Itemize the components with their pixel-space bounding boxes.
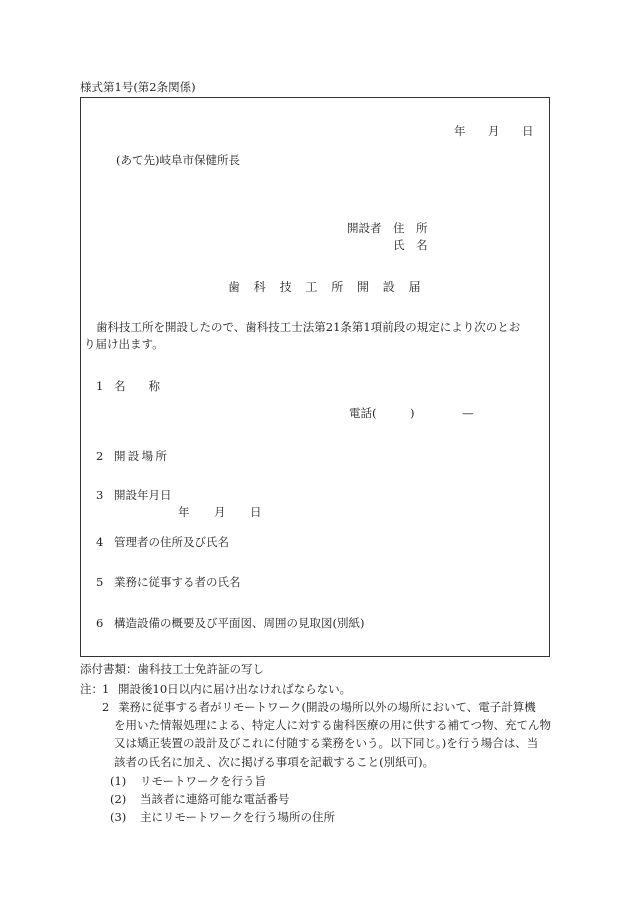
sub-item-1-text: リモートワークを行う旨 <box>140 774 267 788</box>
note-2-line-4: 該者の氏名に加え、次に掲げる事項を記載すること(別紙可)。 <box>114 755 435 769</box>
sub-item-3-number: (3) <box>110 810 127 824</box>
applicant-address-label: 住 所 <box>393 221 428 235</box>
note-1-number: 1 <box>102 682 110 696</box>
note-2-line-2: を用いた情報処理による、特定人に対する歯科医療の用に供する補てつ物、充てん物 <box>114 718 551 732</box>
note-2-line-1: 業務に従事する者がリモートワーク(開設の場所以外の場所において、電子計算機 <box>118 700 536 714</box>
open-date-day-label: 日 <box>250 505 262 519</box>
date-day-label: 日 <box>522 124 534 138</box>
note-2-number: 2 <box>102 700 110 714</box>
form-box <box>80 97 550 657</box>
phone-label: 電話( <box>349 406 377 420</box>
note-2-line-3: 又は矯正装置の設計及びこれに付随する業務をいう。以下同じ。)を行う場合は、当 <box>114 736 539 750</box>
item-4-label: 管理者の住所及び氏名 <box>114 535 229 549</box>
date-month-label: 月 <box>488 124 500 138</box>
item-1-label: 名 称 <box>114 379 160 393</box>
item-3-label: 開設年月日 <box>114 488 172 502</box>
phone-dash: — <box>462 406 474 420</box>
open-date-month-label: 月 <box>214 505 226 519</box>
open-date-year-label: 年 <box>178 505 190 519</box>
item-5-label: 業務に従事する者の氏名 <box>114 575 241 589</box>
item-1-number: 1 <box>96 379 104 393</box>
date-year-label: 年 <box>454 124 466 138</box>
note-1-text: 開設後10日以内に届け出なければならない。 <box>118 682 352 696</box>
notes-prefix: 注： <box>80 682 103 696</box>
item-3-number: 3 <box>96 488 104 502</box>
addressee: (あて先)岐阜市保健所長 <box>116 153 240 167</box>
applicant-name-label: 氏 名 <box>393 238 428 252</box>
applicant-label: 開設者 <box>347 221 382 235</box>
sub-item-2-text: 当該者に連絡可能な電話番号 <box>140 792 290 806</box>
sub-item-1-number: (1) <box>110 774 127 788</box>
item-6-number: 6 <box>96 616 104 630</box>
form-number-label: 様式第1号(第2条関係) <box>80 80 196 94</box>
item-5-number: 5 <box>96 575 104 589</box>
attachment-note: 添付書類：歯科技工士免許証の写し <box>80 662 264 676</box>
sub-item-2-number: (2) <box>110 792 127 806</box>
item-6-label: 構造設備の概要及び平面図、周囲の見取図(別紙) <box>114 616 365 630</box>
intro-line-1: 歯科技工所を開設したので、歯科技工士法第21条第1項前段の規定により次のとお <box>96 320 521 334</box>
item-2-label: 開設場所 <box>114 449 170 463</box>
item-2-number: 2 <box>96 449 104 463</box>
sub-item-3-text: 主にリモートワークを行う場所の住所 <box>140 810 336 824</box>
item-4-number: 4 <box>96 535 104 549</box>
phone-close-paren: ) <box>410 406 415 420</box>
document-title: 歯科技工所開設届 <box>228 280 435 294</box>
intro-line-2: り届け出ます。 <box>84 337 164 351</box>
